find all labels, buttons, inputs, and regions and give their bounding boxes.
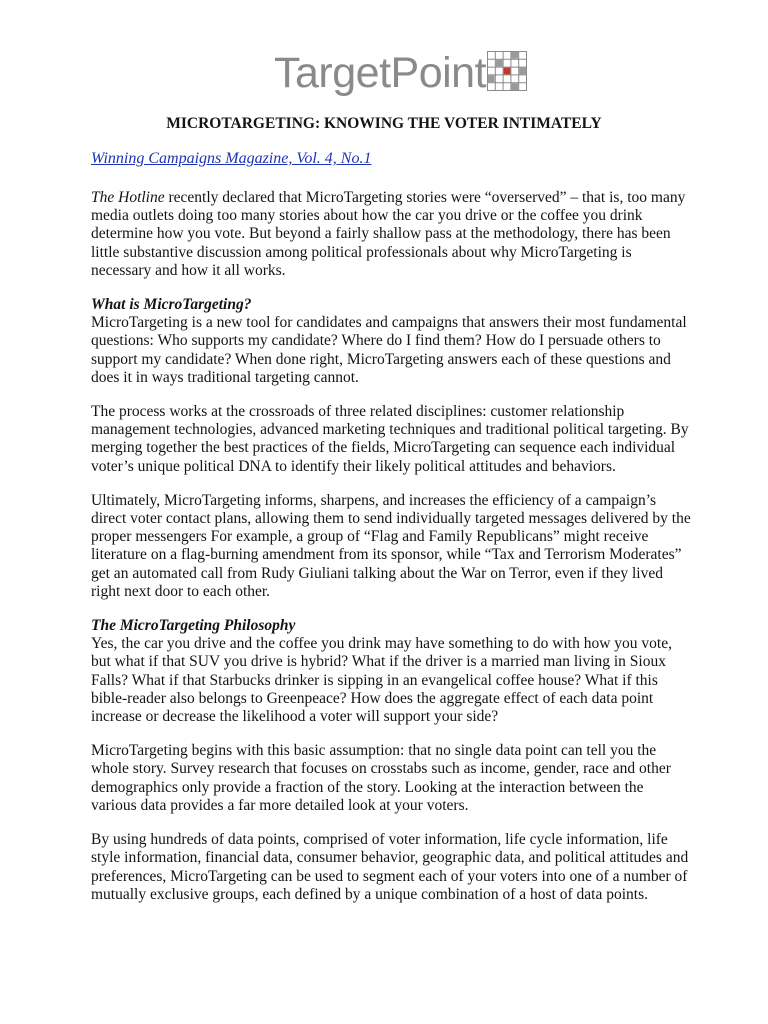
grid-logo-icon xyxy=(487,51,527,91)
targetpoint-logo xyxy=(274,48,527,98)
citation-link[interactable]: Winning Campaigns Magazine, Vol. 4, No.1 xyxy=(91,150,372,167)
logo-wordmark: TargetPoint xyxy=(274,48,487,97)
paragraph: The process works at the crossroads of three related disciplines: customer relationship management technologies, advanced marketing techniques and traditional political targeting. By merging together the best practices of the fields, MicroTargeting can sequence each individual voter’s unique political DNA to identify their likely political attitudes and behaviors. xyxy=(91,403,689,475)
intro-paragraph xyxy=(91,189,691,280)
intro-text: recently declared that MicroTargeting stories were “overserved” – that is, too many media outlets doing too many stories about how the car you drive or the coffee you drink determine how you vote. But beyond a fairly shallow pass at the methodology, there has been little substantive discussion among political professionals about why MicroTargeting is necessary and how it all works. xyxy=(91,189,686,279)
paragraph: Ultimately, MicroTargeting informs, sharpens, and increases the efficiency of a campaign’s direct voter contact plans, allowing them to send individually targeted messages delivered by the proper messengers For example, a group of “Flag and Family Republicans” might receive literature on a flag-burning amendment from its sponsor, while “Tax and Terrorism Moderates” get an automated call from Rudy Giuliani talking about the War on Terror, even if they lived right next door to each other. xyxy=(91,491,691,600)
article-title: MICROTARGETING: KNOWING THE VOTER INTIMATELY xyxy=(166,115,602,132)
paragraph: By using hundreds of data points, comprised of voter information, life cycle information, life style information, financial data, consumer behavior, geographic data, and political attitudes and preferences, MicroTargeting can be used to segment each of your voters into one of a number of mutually exclusive groups, each defined by a unique combination of a host of data points. xyxy=(91,831,689,903)
section-heading-what-is: What is MicroTargeting? xyxy=(91,296,252,314)
intro-lead: The Hotline xyxy=(91,189,165,206)
paragraph: Yes, the car you drive and the coffee you drink may have something to do with how you vote, but what if that SUV you drive is hybrid? What if the driver is a married man living in Sioux Falls? What if that Starbucks drinker is sipping in an evangelical coffee house? What if this bible-reader also belongs to Greenpeace? How does the aggregate effect of each data point increase or decrease the likelihood a voter will support your side? xyxy=(91,635,672,726)
article-body xyxy=(91,189,691,920)
paragraph: MicroTargeting begins with this basic assumption: that no single data point can tell you the whole story. Survey research that focuses on crosstabs such as income, gender, race and other demographics only provide a fraction of the story. Looking at the interaction between the various data provides a far more detailed look at your voters. xyxy=(91,742,671,814)
section-heading-philosophy: The MicroTargeting Philosophy xyxy=(91,617,296,635)
paragraph: MicroTargeting is a new tool for candidates and campaigns that answers their most fundamental questions: Who supports my candidate? Where do I find them? How do I persuade others to support my candidate? When done right, MicroTargeting answers each of these questions and does it in ways traditional targeting cannot. xyxy=(91,314,687,386)
